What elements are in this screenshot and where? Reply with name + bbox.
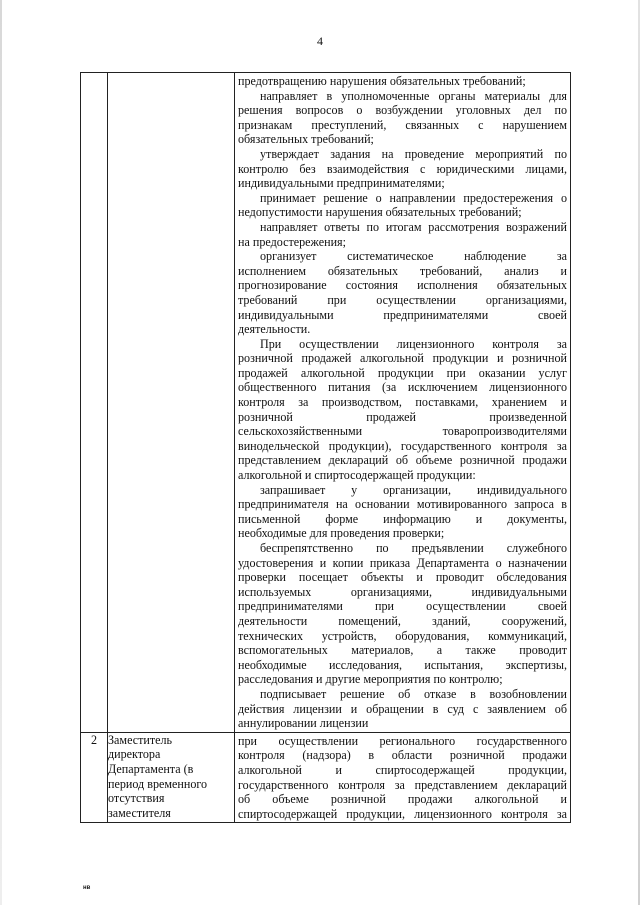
scan-edge-left [0, 0, 2, 905]
text-line: проверки посещает объекты и проводит обследования [238, 570, 567, 585]
text-line: деятельности. [238, 322, 311, 337]
text-line: признакам преступлений, связанных с нарушением [238, 117, 567, 132]
position-cell [108, 73, 235, 733]
text-line: решения вопросов о возбуждении уголовных дел по [238, 103, 567, 118]
page-number: 4 [317, 34, 323, 48]
row-number-cell [81, 73, 108, 733]
text-line: запрашивает у организации, индивидуального [260, 482, 567, 497]
text-line: утверждает задания на проведение мероприятий по [260, 146, 567, 161]
text-line: принимает решение о направлении предостережения о [260, 190, 567, 205]
text-line: розничной продажей произведенной [238, 409, 567, 424]
text-line: контролю без взаимодействия с юридическими лицами, [238, 161, 567, 176]
text-line: требований при осуществлении организациями, [238, 292, 567, 307]
duties-text [235, 73, 570, 732]
text-line: предпринимателями при осуществлении своей [238, 599, 567, 614]
text-line: продажей алкогольной продукции при оказании услуг [238, 365, 567, 380]
text-line: обязательных требований; [238, 132, 374, 147]
position-line: Департамента (в [108, 761, 194, 776]
text-line: аннулировании лицензии [238, 716, 369, 731]
position-line: директора [108, 747, 161, 762]
text-line: винодельческой продукции), государственного контроля за [238, 438, 567, 453]
text-line: технических устройств, оборудования, коммуникаций, [238, 628, 567, 643]
text-line: исполнением обязательных требований, анализ и [238, 263, 567, 278]
text-line: розничной продажей алкогольной продукции и розничной [238, 351, 567, 366]
table-row [81, 73, 571, 733]
text-line: недопустимости нарушения обязательных требований; [238, 205, 522, 220]
text-line: письменной форме информацию и документы, [238, 511, 567, 526]
text-line: удостоверения и копии приказа Департамента о назначении [238, 555, 567, 570]
text-line: сельскохозяйственными товаропроизводителями [238, 424, 567, 439]
text-line: на предостережения; [238, 234, 346, 249]
text-line: спиртосодержащей продукции, лицензионного контроля за [238, 806, 567, 821]
text-line: направляет в уполномоченные органы материалы для [260, 88, 567, 103]
text-line: деятельности помещений, зданий, сооружений, [238, 613, 567, 628]
text-line: предпринимателя на основании мотивированного запроса в [238, 497, 567, 512]
text-line: необходимые для проведения проверки; [238, 526, 445, 541]
position-line: отсутствия [108, 791, 165, 806]
position-line: период временного [108, 776, 208, 791]
text-line: действия лицензии и обращении в суд с заявлением об [238, 701, 567, 716]
text-line: организует систематическое наблюдение за [260, 249, 567, 264]
text-line: об объеме розничной продажи алкогольной и [238, 792, 567, 807]
duties-text [235, 733, 570, 823]
text-line: алкогольной и спиртосодержащей продукции: [238, 468, 476, 483]
text-line: вспомогательных материалов, а также проводит [238, 643, 567, 658]
text-line: индивидуальными предпринимателями; [238, 176, 445, 191]
position-line: Заместитель [108, 732, 173, 747]
text-line: общественного питания (за исключением лицензионного [238, 380, 567, 395]
footer-initials: нв [83, 885, 91, 891]
duties-cell [235, 732, 571, 823]
row-number-cell: 2 [81, 732, 108, 823]
text-line: прогнозирование состояния исполнения обязательных [238, 278, 567, 293]
text-line: алкогольной и спиртосодержащей продукции, [238, 762, 567, 777]
text-line: необходимые исследования, испытания, экспертизы, [238, 657, 567, 672]
table-row [81, 732, 571, 823]
text-line: представлением деклараций об объеме розничной продажи [238, 453, 567, 468]
text-line: предотвращению нарушения обязательных требований; [238, 74, 526, 88]
text-line: подписывает решение об отказе в возобновлении [260, 686, 567, 701]
responsibilities-table [80, 72, 571, 823]
text-line: при осуществлении регионального государственного [238, 733, 567, 748]
position-cell [108, 732, 235, 823]
text-line: При осуществлении лицензионного контроля за [260, 336, 567, 351]
position-title [108, 733, 234, 821]
text-line: используемых организациями, индивидуальными [238, 584, 567, 599]
text-line: государственного контроля за представлением деклараций [238, 777, 567, 792]
text-line: контроля (надзора) в области розничной продажи [238, 748, 567, 763]
text-line: беспрепятственно по предъявлении служебного [260, 541, 567, 555]
text-line: индивидуальными предпринимателями своей [238, 307, 567, 322]
text-line: расследования и другие мероприятия по контролю; [238, 672, 503, 687]
duties-cell [235, 73, 571, 733]
position-line: заместителя [108, 805, 171, 820]
text-line: контроля за производством, поставками, хранением и [238, 395, 567, 410]
text-line: направляет ответы по итогам рассмотрения возражений [260, 219, 567, 234]
